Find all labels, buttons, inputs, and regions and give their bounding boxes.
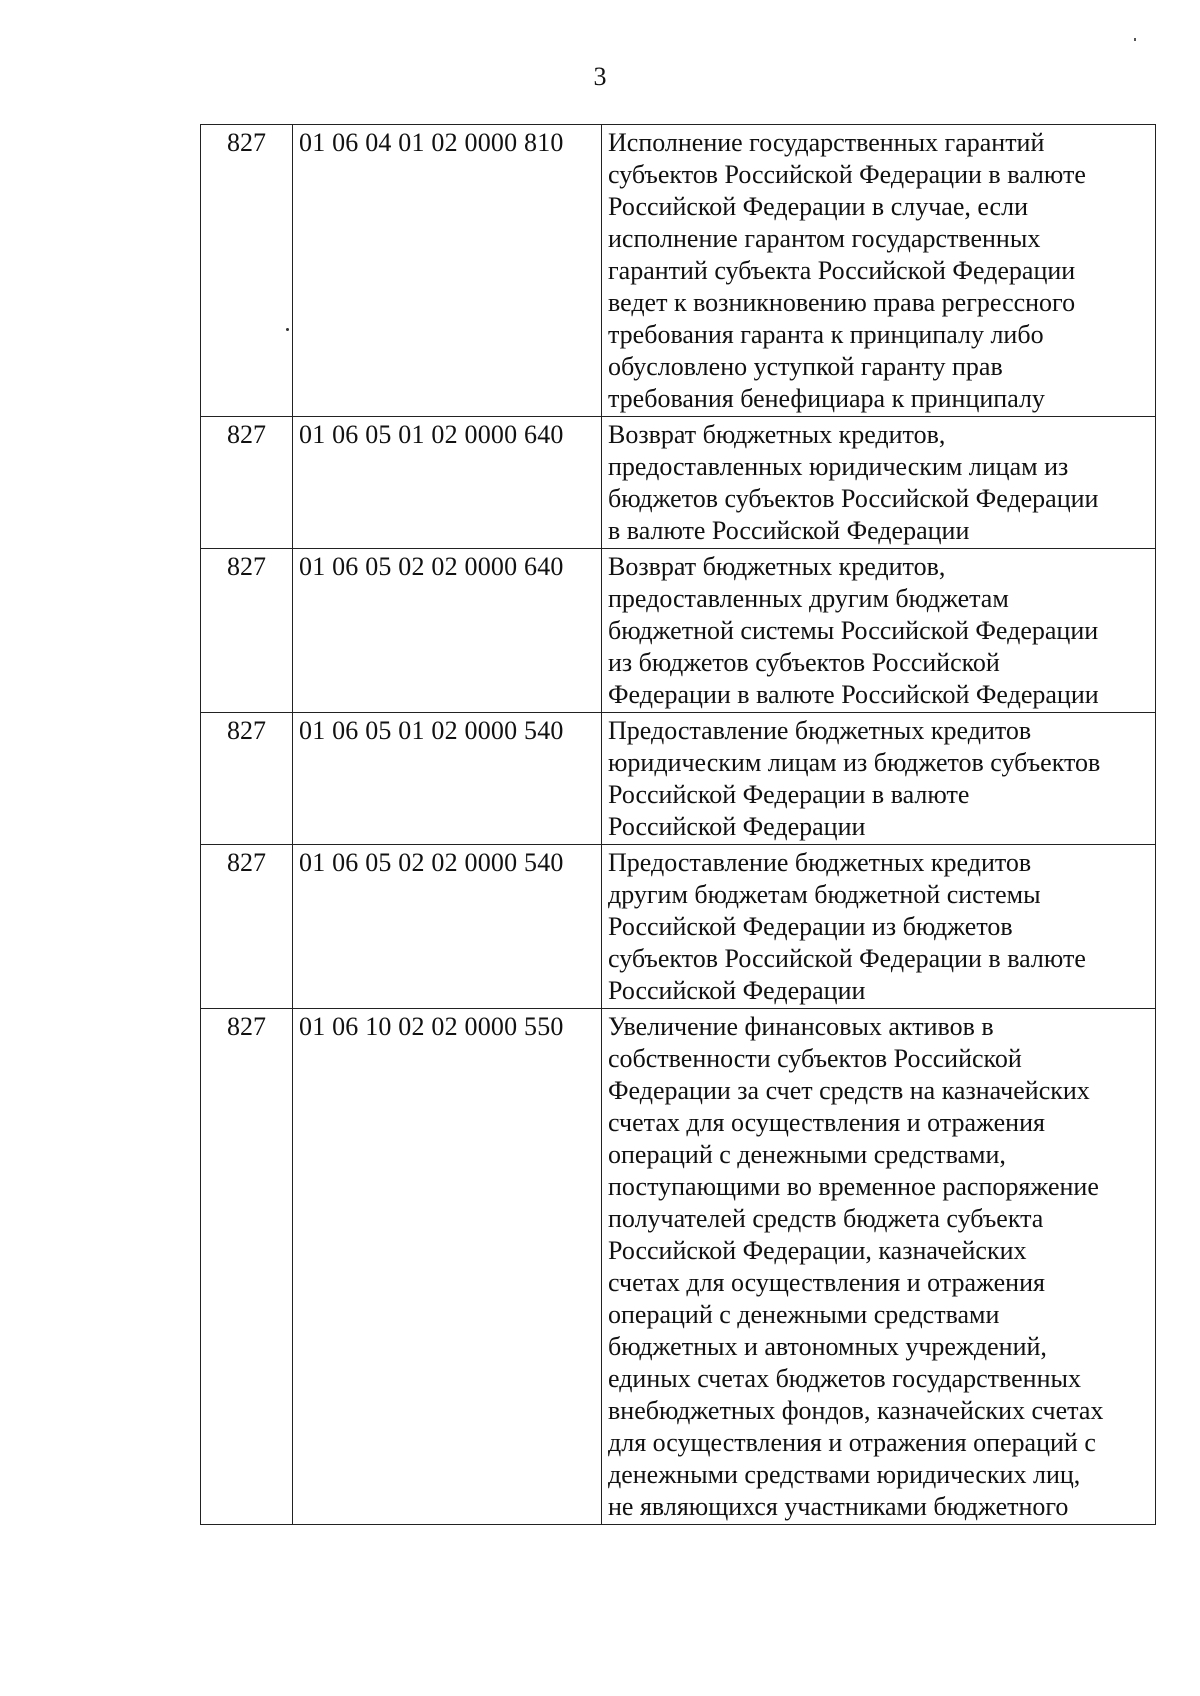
budget-code-cell: 01 06 05 01 02 0000 640 [293,417,602,549]
description-line: Российской Федерации из бюджетов [608,912,1013,941]
budget-code-cell: 01 06 05 02 02 0000 640 [293,549,602,713]
description-line: Федерации в валюте Российской Федерации [608,680,1099,709]
description-line: бюджетных и автономных учреждений, [608,1332,1047,1361]
budget-code-cell: 01 06 10 02 02 0000 550 [293,1009,602,1525]
description-cell [602,417,1156,549]
description-line: ведет к возникновению права регрессного [608,288,1076,317]
description-line: исполнение гарантом государственных [608,224,1041,253]
description-line: Российской Федерации [608,976,866,1005]
admin-code-cell: 827 [201,845,293,1009]
admin-code-cell: 827 [201,125,293,417]
description-line: предоставленных другим бюджетам [608,584,1009,613]
description-line: требования гаранта к принципалу либо [608,320,1044,349]
description-line: в валюте Российской Федерации [608,516,970,545]
table-row [201,845,1156,1009]
description-cell [602,1009,1156,1525]
description-line: операций с денежными средствами [608,1300,1000,1329]
description-line: денежными средствами юридических лиц, [608,1460,1081,1489]
description-line: операций с денежными средствами, [608,1140,1006,1169]
page-number: 3 [593,62,607,91]
description-line: предоставленных юридическим лицам из [608,452,1069,481]
description-cell [602,845,1156,1009]
description-line: Российской Федерации в случае, если [608,192,1028,221]
description-line: обусловлено уступкой гаранту прав [608,352,1003,381]
description-line: другим бюджетам бюджетной системы [608,880,1041,909]
description-line: внебюджетных фондов, казначейских счетах [608,1396,1104,1425]
budget-code-cell: 01 06 05 01 02 0000 540 [293,713,602,845]
budget-code-cell: 01 06 04 01 02 0000 810 [293,125,602,417]
budget-codes-table [200,124,1156,1525]
description-line: счетах для осуществления и отражения [608,1108,1045,1137]
description-line: Предоставление бюджетных кредитов [608,716,1032,745]
description-line: не являющихся участниками бюджетного [608,1492,1069,1521]
admin-code-cell: 827 [201,1009,293,1525]
description-cell [602,125,1156,417]
budget-code-cell: 01 06 05 02 02 0000 540 [293,845,602,1009]
description-line: бюджетов субъектов Российской Федерации [608,484,1099,513]
table-row [201,417,1156,549]
description-line: единых счетах бюджетов государственных [608,1364,1081,1393]
description-line: счетах для осуществления и отражения [608,1268,1045,1297]
description-line: Увеличение финансовых активов в [608,1012,994,1041]
table-row [201,1009,1156,1525]
description-line: Предоставление бюджетных кредитов [608,848,1032,877]
description-line: для осуществления и отражения операций с [608,1428,1096,1457]
description-line: Российской Федерации [608,812,866,841]
description-line: Российской Федерации в валюте [608,780,970,809]
description-line: бюджетной системы Российской Федерации [608,616,1099,645]
description-line: требования бенефициара к принципалу [608,384,1045,413]
description-line: субъектов Российской Федерации в валюте [608,944,1086,973]
description-line: Исполнение государственных гарантий [608,128,1045,157]
description-line: юридическим лицам из бюджетов субъектов [608,748,1101,777]
table-row [201,125,1156,417]
table-row [201,713,1156,845]
description-line: получателей средств бюджета субъекта [608,1204,1044,1233]
description-line: поступающими во временное распоряжение [608,1172,1099,1201]
description-line: Возврат бюджетных кредитов, [608,552,946,581]
description-line: Федерации за счет средств на казначейских [608,1076,1090,1105]
table-body [201,125,1156,1525]
table-row [201,549,1156,713]
admin-code-cell: 827 [201,417,293,549]
description-line: из бюджетов субъектов Российской [608,648,1000,677]
description-cell [602,549,1156,713]
description-cell [602,713,1156,845]
admin-code-cell: 827 [201,549,293,713]
admin-code-cell: 827 [201,713,293,845]
scan-mark [1134,38,1136,41]
description-line: гарантий субъекта Российской Федерации [608,256,1076,285]
description-line: собственности субъектов Российской [608,1044,1022,1073]
description-line: субъектов Российской Федерации в валюте [608,160,1086,189]
description-line: Возврат бюджетных кредитов, [608,420,946,449]
description-line: Российской Федерации, казначейских [608,1236,1027,1265]
